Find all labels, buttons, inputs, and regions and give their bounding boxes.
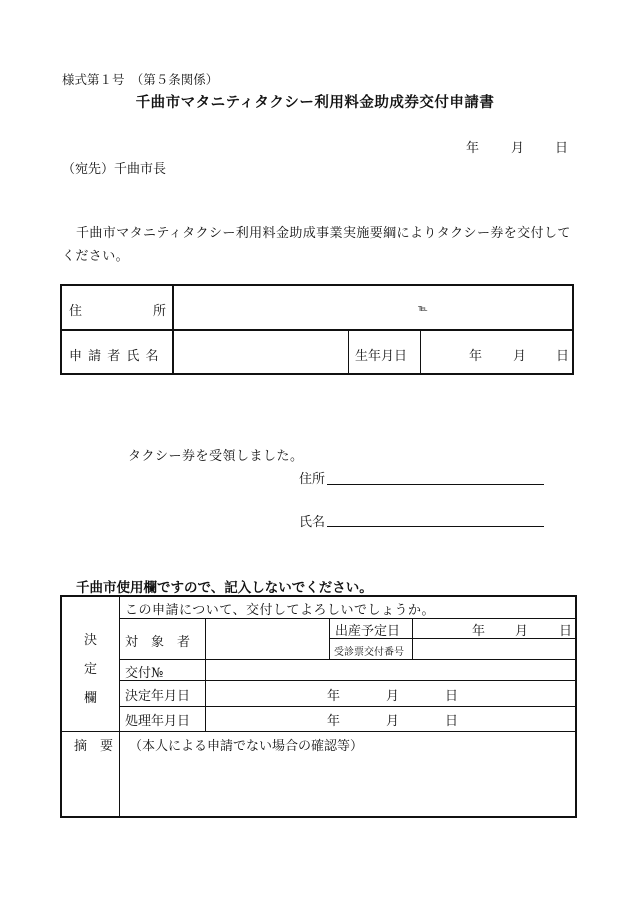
decision-month-label: 月	[386, 689, 400, 704]
row-divider	[62, 329, 572, 331]
birth-day-label: 日	[556, 349, 570, 364]
col-divider	[172, 286, 174, 373]
due-month-label: 月	[515, 624, 529, 639]
due-day-label: 日	[559, 624, 573, 639]
approval-question: この申請について、交付してよろしいでしょうか。	[125, 603, 435, 618]
address-label-start: 住	[69, 304, 83, 319]
process-year-label: 年	[327, 714, 341, 729]
row-divider	[62, 731, 575, 732]
due-date-label: 出産予定日	[335, 624, 401, 639]
request-text: 千曲市マタニティタクシー利用料金助成事業実施要綱によりタクシー券を交付してください。	[62, 226, 571, 264]
addressee: （宛先）千曲市長	[62, 162, 167, 177]
page-title: 千曲市マタニティタクシー利用料金助成券交付申請書	[135, 94, 495, 111]
col-divider	[420, 330, 421, 373]
process-day-label: 日	[445, 714, 459, 729]
remarks-label: 摘 要	[74, 739, 114, 754]
office-use-note: 千曲市使用欄ですので、記入しないでください。	[76, 580, 373, 596]
decision-char-2: 定	[84, 662, 98, 677]
tel-label: ℡	[418, 304, 428, 314]
process-date-label: 処理年月日	[125, 714, 191, 729]
row-divider	[119, 659, 575, 660]
subject-label: 対 象 者	[125, 635, 191, 650]
decision-day-label: 日	[445, 689, 459, 704]
decision-date-label: 決定年月日	[125, 689, 191, 704]
row-divider	[119, 680, 575, 681]
due-year-label: 年	[472, 624, 486, 639]
receipt-name-line	[327, 526, 544, 527]
form-number: 様式第１号 （第５条関係）	[62, 72, 219, 87]
address-label-end: 所	[153, 304, 167, 319]
row-divider	[119, 706, 575, 707]
birth-month-label: 月	[513, 349, 527, 364]
applicant-table	[60, 284, 574, 375]
receipt-statement: タクシー券を受領しました。	[128, 449, 304, 464]
date-year-label: 年	[466, 141, 480, 156]
process-month-label: 月	[386, 714, 400, 729]
decision-char-1: 決	[84, 633, 98, 648]
birthdate-label: 生年月日	[355, 349, 408, 364]
birth-year-label: 年	[469, 349, 483, 364]
col-divider	[348, 330, 349, 373]
receipt-name-label: 氏名	[299, 515, 326, 530]
decision-year-label: 年	[327, 689, 341, 704]
applicant-name-label: 申 請 者 氏 名	[69, 349, 160, 364]
office-use-table	[60, 595, 577, 818]
remarks-note: （本人による申請でない場合の確認等）	[129, 739, 364, 754]
receipt-address-label: 住所	[299, 472, 326, 487]
date-day-label: 日	[555, 141, 569, 156]
receipt-address-line	[327, 484, 544, 485]
col-divider	[205, 618, 206, 731]
row-divider	[119, 618, 575, 619]
decision-char-3: 欄	[84, 691, 98, 706]
exam-ticket-label: 受診票交付番号	[334, 647, 404, 658]
issue-number-label: 交付№	[125, 666, 164, 681]
date-month-label: 月	[511, 141, 525, 156]
